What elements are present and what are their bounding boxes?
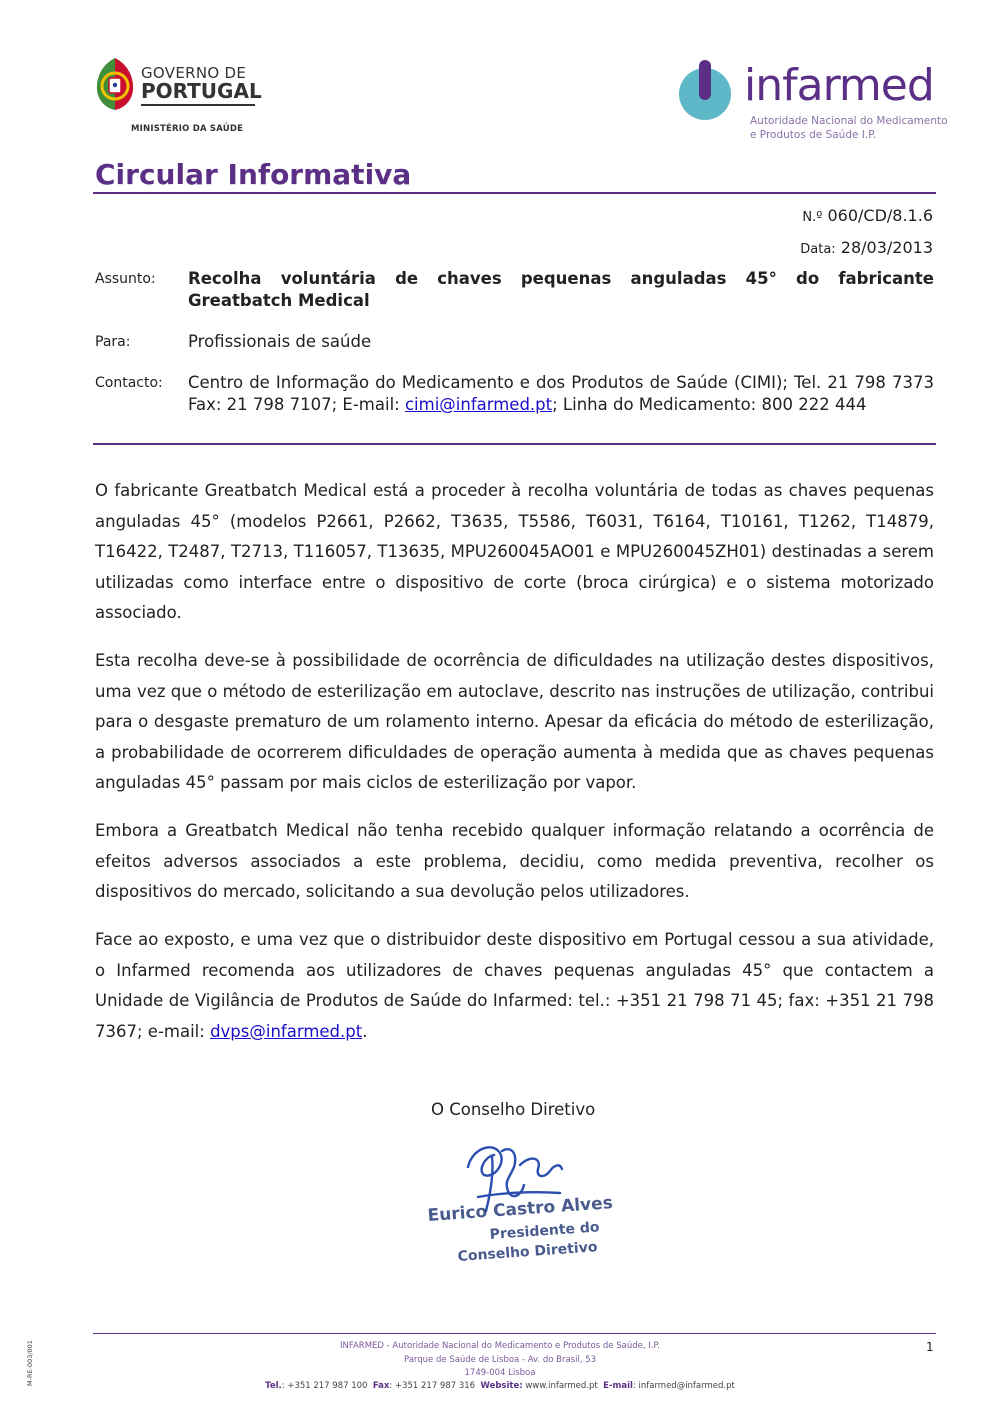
circular-number (802, 206, 933, 225)
contact-text-before: Centro de Informação do Medicamento e dos Produtos de Saúde (CIMI); Tel. 21 798 7373 Fax: 21 798 7107; E-mail: (188, 373, 934, 414)
footer-website-value[interactable]: www.infarmed.pt (525, 1381, 598, 1391)
svg-text:Eurico Castro Alves: Eurico Castro Alves (426, 1193, 614, 1226)
svg-text:Presidente do: Presidente do (489, 1219, 600, 1243)
infarmed-wordmark: infarmed (744, 60, 934, 111)
gov-logo-line1: GOVERNO DE (141, 64, 247, 82)
contact-value (188, 372, 934, 416)
contact-label: Contacto: (95, 375, 163, 391)
subject-value (188, 268, 934, 312)
signature-stamp-image (420, 1135, 630, 1270)
body-paragraph-4 (95, 925, 934, 1047)
circular-date-label: Data: (800, 242, 836, 257)
footer-fax-value: : +351 217 987 316 (389, 1381, 476, 1391)
footer-email-label: E-mail (603, 1381, 633, 1391)
footer-tel-value: : +351 217 987 100 (281, 1381, 368, 1391)
circular-number-label: N.º (802, 210, 823, 225)
infarmed-subtitle-line2: e Produtos de Saúde I.P. (750, 129, 877, 141)
infarmed-subtitle-line1: Autoridade Nacional do Medicamento (750, 115, 948, 127)
paragraph-4-text-after: . (362, 1021, 368, 1041)
footer-divider (93, 1333, 936, 1334)
portugal-coat-of-arms-icon (93, 56, 137, 112)
circular-date-value: 28/03/2013 (840, 238, 933, 257)
footer-tel-label: Tel. (265, 1381, 282, 1391)
circular-number-value: 060/CD/8.1.6 (827, 206, 933, 225)
footer-website-label: Website: (480, 1381, 523, 1391)
footer-address: Parque de Saúde de Lisboa - Av. do Brasil, 53 (403, 1355, 597, 1365)
dvps-email-link[interactable]: dvps@infarmed.pt (210, 1021, 363, 1041)
recipients-label: Para: (95, 334, 131, 350)
circular-date (800, 238, 933, 257)
body-paragraph-2: Esta recolha deve-se à possibilidade de ocorrência de dificuldades na utilização destes dispositivos, uma vez que o método de esterilização em autoclave, descrito nas instruções de utilização, contribui para o desgaste prematuro de um rolamento interno. Apesar da eficácia do método de esterilização, a probabilidade de ocorrerem dificuldades de operação aumenta à medida que as chaves pequenas anguladas 45° passam por mais ciclos de esterilização por vapor. (95, 651, 934, 792)
svg-text:Conselho Diretivo: Conselho Diretivo (457, 1239, 598, 1265)
subject-line1: Recolha voluntária de chaves pequenas anguladas 45° do fabricante (188, 269, 934, 288)
footer-city: 1749-004 Lisboa (464, 1368, 536, 1378)
signoff: O Conselho Diretivo (431, 1100, 596, 1119)
infarmed-drop-icon (676, 58, 734, 124)
form-code: M-RE-003/001 (26, 1340, 34, 1386)
gov-logo-ministry: MINISTÉRIO DA SAÚDE (131, 124, 244, 134)
title-divider (93, 192, 936, 194)
footer-contacts (200, 1381, 800, 1391)
meta-divider (93, 443, 936, 445)
footer-fax-label: Fax (372, 1381, 390, 1391)
contact-email-link[interactable]: cimi@infarmed.pt (404, 395, 553, 414)
paragraph-4-text-before: Face ao exposto, e uma vez que o distribuidor deste dispositivo em Portugal cessou a sua atividade, o Infarmed recomenda aos utilizadores de chaves pequenas anguladas 45° que contactem a Unidade de Vigilância de Produtos de Saúde do Infarmed: tel.: +351 21 798 71 45; fax: +351 21 798 7367; e-mail: (95, 930, 934, 1041)
body-paragraph-3: Embora a Greatbatch Medical não tenha recebido qualquer informação relatando a ocorrência de efeitos adversos associados a este problema, decidiu, como medida preventiva, recolher os dispositivos do mercado, solicitando a sua devolução pelos utilizadores. (95, 821, 934, 901)
infarmed-logo (676, 58, 948, 148)
footer-email-value[interactable]: : infarmed@infarmed.pt (632, 1381, 735, 1391)
footer-organization: INFARMED - Autoridade Nacional do Medicamento e Produtos de Saúde, I.P. (340, 1341, 660, 1351)
subject-label: Assunto: (95, 271, 156, 287)
recipients-value: Profissionais de saúde (188, 332, 372, 351)
contact-text-after: ; Linha do Medicamento: 800 222 444 (552, 395, 867, 414)
subject-line2: Greatbatch Medical (188, 291, 370, 310)
governo-portugal-logo (93, 56, 268, 136)
gov-logo-rule (141, 104, 255, 106)
gov-logo-line2: PORTUGAL (141, 79, 262, 103)
official-stamp (427, 1193, 613, 1265)
document-title: Circular Informativa (95, 158, 412, 191)
body-paragraph-1: O fabricante Greatbatch Medical está a proceder à recolha voluntária de todas as chaves pequenas anguladas 45° (modelos P2661, P2662, T3635, T5586, T6031, T6164, T10161, T1262, T14879, T16422, T2487, T2713, T116057, T13635, MPU260045AO01 e MPU260045ZH01) destinadas a serem utilizadas como interface entre o dispositivo de corte (broca cirúrgica) e o sistema motorizado associado. (95, 481, 934, 622)
page-number: 1 (926, 1340, 934, 1354)
